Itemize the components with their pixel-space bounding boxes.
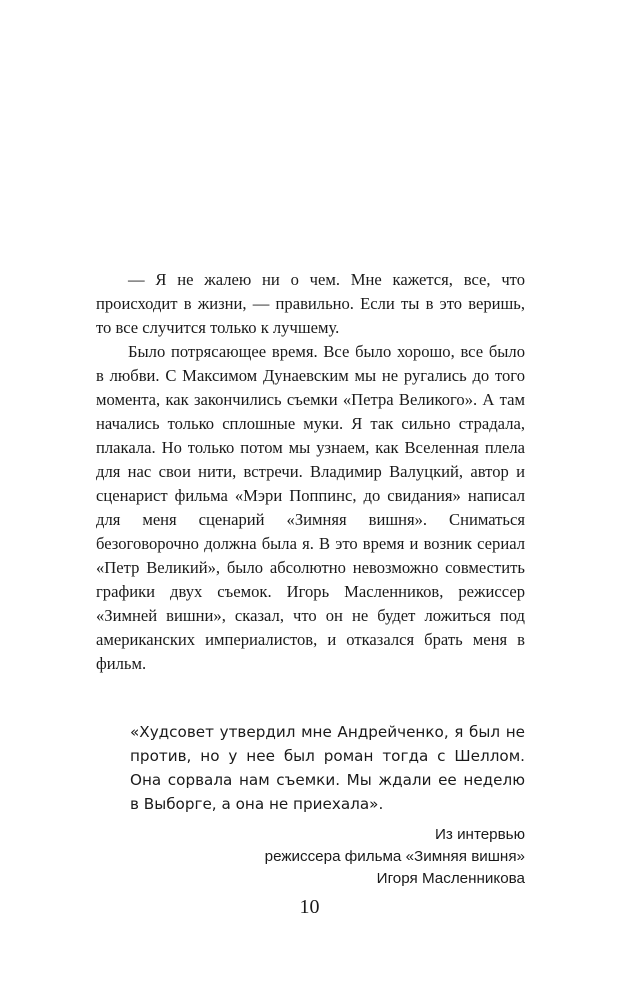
quote-text: «Худсовет утвердил мне Андрейченко, я был не против, но у нее был роман тогда с Шеллом. Она сорвала нам съемки. Мы ждали ее неделю в Выборге, а она не приехала». bbox=[130, 723, 525, 813]
paragraph-1: — Я не жалею ни о чем. Мне кажется, все, что происходит в жизни, — правильно. Если ты в это веришь, то все случится только к лучшему. bbox=[96, 270, 525, 337]
attribution-line: режиссера фильма «Зимняя вишня» bbox=[264, 848, 525, 865]
interview-quote bbox=[130, 720, 525, 890]
quote-attribution bbox=[130, 824, 525, 890]
attribution-line: Из интервью bbox=[434, 826, 525, 843]
paragraph-2: Было потрясающее время. Все было хорошо, все было в любви. С Максимом Дунаевским мы не ругались до того момента, как закончились съемки «Петра Великого». А там начались только сплошные муки. Я так сильно страдала, плакала. Но только потом мы узнаем, как Вселенная плела для нас свои нити, встречи. Владимир Валуцкий, автор и сценарист фильма «Мэри Поппинс, до свидания» написал для меня сценарий «Зимняя вишня». Сниматься безоговорочно должна была я. В это время и возник сериал «Петр Великий», было абсолютно невозможно совместить графики двух съемок. Игорь Масленников, режиссер «Зимней вишни», сказал, что он не будет ложиться под американских империалистов, и отказался брать меня в фильм. bbox=[96, 342, 525, 673]
main-text bbox=[96, 268, 525, 676]
page-number: 10 bbox=[299, 896, 320, 918]
attribution-line: Игоря Масленникова bbox=[376, 870, 525, 887]
